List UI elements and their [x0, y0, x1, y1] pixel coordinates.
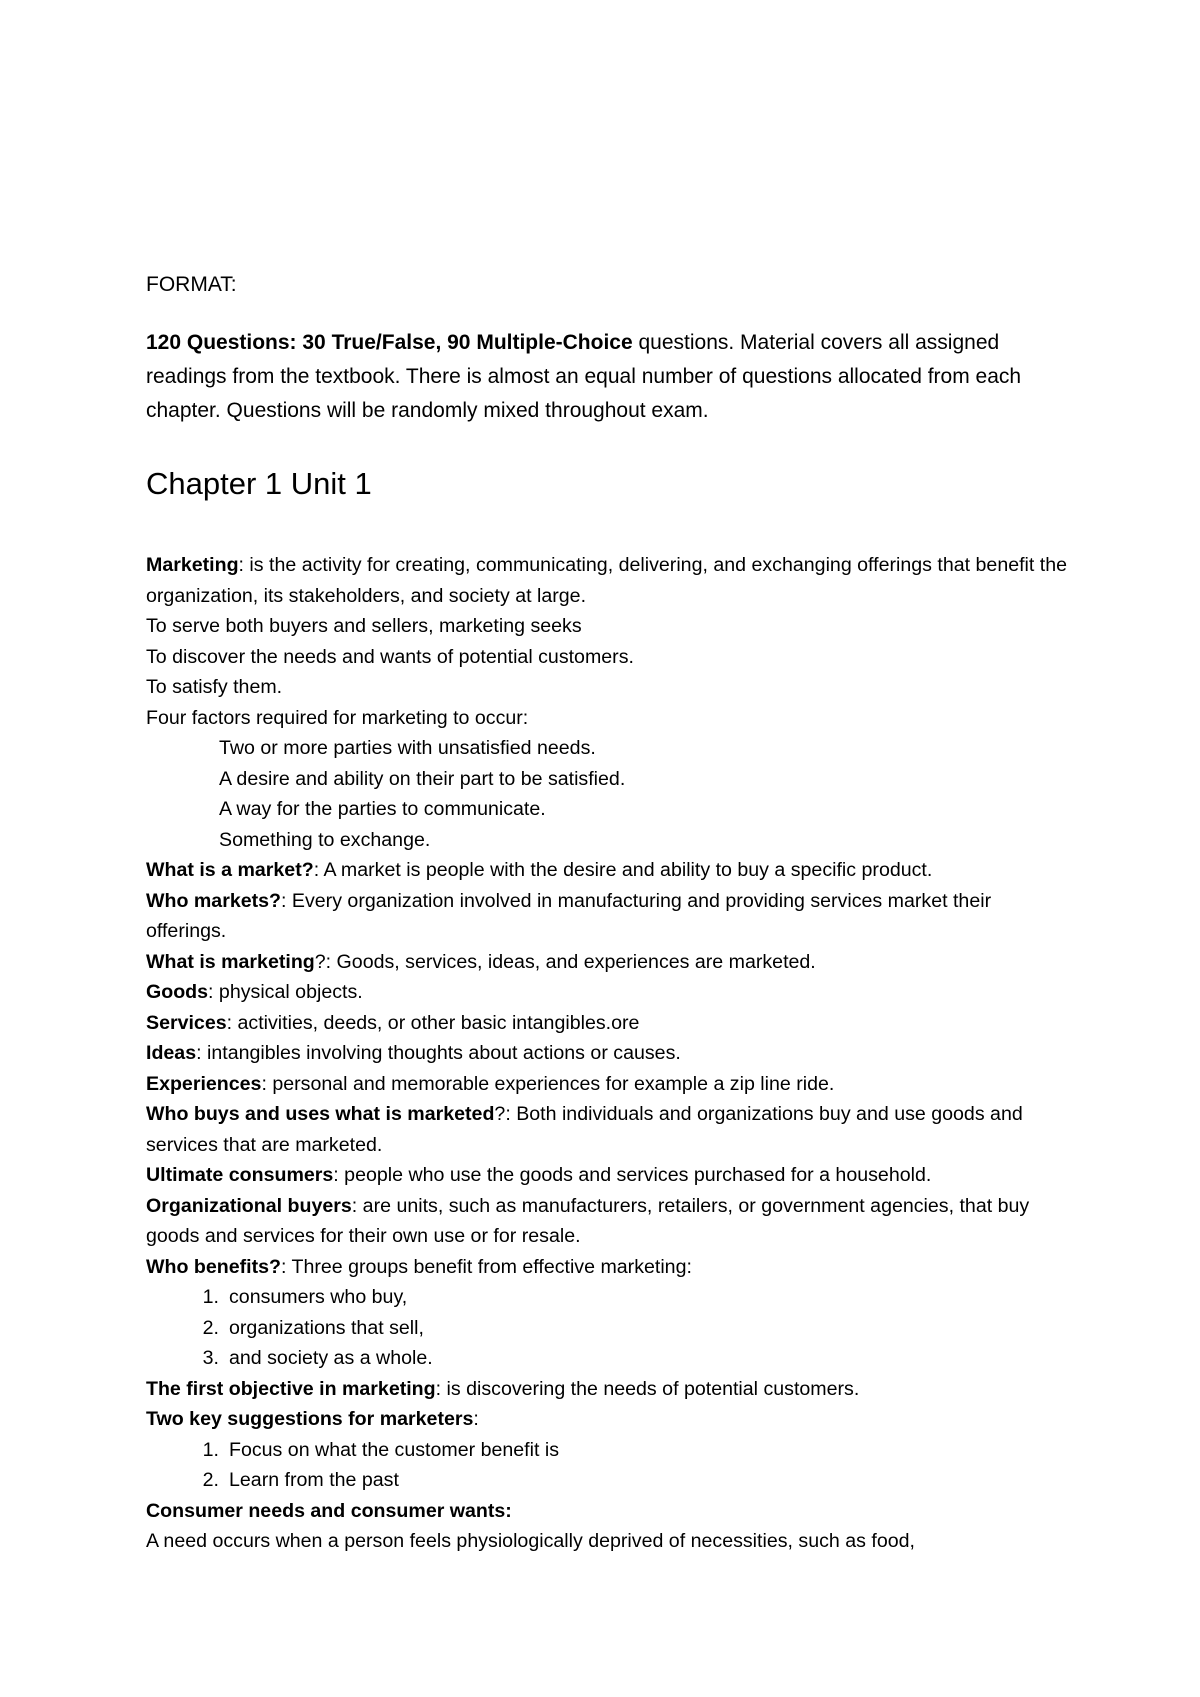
chapter-body — [146, 550, 1076, 1557]
list-text: and society as a whole. — [229, 1347, 433, 1369]
list-text: Learn from the past — [229, 1469, 399, 1491]
definition-text: : intangibles involving thoughts about actions or causes. — [196, 1042, 681, 1064]
term: Ideas — [146, 1042, 197, 1064]
who-benefits-definition — [146, 1252, 1076, 1283]
serve-line: To serve both buyers and sellers, marketing seeks — [146, 615, 582, 637]
definition-text: : people who use the goods and services purchased for a household. — [333, 1164, 932, 1186]
list-text: consumers who buy, — [229, 1286, 408, 1308]
definition-text: : Every organization involved in manufacturing and providing services market their offerings. — [146, 889, 992, 942]
need-line: A need occurs when a person feels physiologically deprived of necessities, such as food, — [146, 1530, 915, 1552]
factor-item: A way for the parties to communicate. — [219, 798, 546, 820]
term: What is a market? — [146, 859, 314, 881]
definition-text: : Three groups benefit from effective marketing: — [280, 1255, 692, 1278]
who-buys-definition — [146, 1099, 1076, 1160]
numbered-list-item — [146, 1282, 1076, 1313]
first-objective-definition — [146, 1374, 1076, 1405]
services-definition — [146, 1008, 1076, 1039]
numbered-list-item — [146, 1343, 1076, 1374]
goods-definition — [146, 977, 1076, 1008]
satisfy-line: To satisfy them. — [146, 676, 283, 698]
definition-text: : are units, such as manufacturers, retailers, or government agencies, that buy goods and services for their own use or for resale. — [146, 1194, 1030, 1247]
factor-item: Two or more parties with unsatisfied needs. — [219, 737, 596, 759]
who-markets-definition — [146, 886, 1076, 947]
two-key-suggestions-heading — [146, 1404, 1076, 1435]
term: What is marketing — [146, 950, 315, 973]
definition-text: : activities, deeds, or other basic intangibles.ore — [226, 1011, 640, 1034]
term: Marketing — [146, 554, 239, 576]
definition-text: : is discovering the needs of potential customers. — [435, 1377, 860, 1400]
list-number: 2. — [202, 1316, 219, 1339]
definition-text: : personal and memorable experiences for example a zip line ride. — [261, 1072, 835, 1095]
ultimate-consumers-definition — [146, 1160, 1076, 1191]
definition-text: ?: Goods, services, ideas, and experiences are marketed. — [314, 950, 816, 973]
term: Services — [146, 1011, 227, 1034]
intro-bold-text: 120 Questions: 30 True/False, 90 Multiple-Choice — [146, 331, 633, 354]
term: Who markets? — [146, 889, 282, 912]
definition-text: ?: Both individuals and organizations buy and use goods and services that are marketed. — [146, 1103, 1023, 1156]
list-number: 2. — [202, 1469, 219, 1491]
market-definition — [146, 855, 1076, 886]
organizational-buyers-definition — [146, 1191, 1076, 1252]
term: Ultimate consumers — [146, 1164, 334, 1186]
definition-text: : physical objects. — [208, 981, 363, 1003]
four-factors-line: Four factors required for marketing to occur: — [146, 706, 529, 729]
term: Who buys and uses what is marketed — [146, 1103, 495, 1125]
format-label: FORMAT: — [146, 273, 237, 296]
ideas-definition — [146, 1038, 1076, 1069]
list-number: 1. — [202, 1286, 219, 1308]
numbered-list-item — [146, 1435, 1076, 1466]
numbered-list-item — [146, 1313, 1076, 1344]
what-marketing-definition — [146, 947, 1076, 978]
term: Organizational buyers — [146, 1194, 352, 1217]
list-text: Focus on what the customer benefit is — [229, 1438, 559, 1461]
marketing-definition — [146, 550, 1076, 611]
factor-item: A desire and ability on their part to be satisfied. — [219, 767, 626, 790]
list-number: 1. — [202, 1438, 219, 1461]
term: Consumer needs and consumer wants: — [146, 1499, 512, 1522]
definition-text: : — [473, 1408, 479, 1430]
list-number: 3. — [202, 1347, 219, 1369]
list-text: organizations that sell, — [229, 1316, 424, 1339]
needs-wants-heading — [146, 1496, 1076, 1527]
numbered-list-item — [146, 1465, 1076, 1496]
term: Experiences — [146, 1072, 262, 1095]
discover-line: To discover the needs and wants of potential customers. — [146, 645, 634, 668]
intro-paragraph — [146, 326, 1076, 428]
definition-text: : A market is people with the desire and ability to buy a specific product. — [313, 859, 933, 881]
term: Who benefits? — [146, 1255, 281, 1278]
term: Two key suggestions for marketers — [146, 1408, 474, 1430]
factor-item: Something to exchange. — [219, 828, 431, 851]
term: Goods — [146, 981, 209, 1003]
intro-rest-text: questions. Material covers all assigned readings from the textbook. There is almost an equal number of questions allocated from each chapter. Questions will be randomly mixed throughout exam. — [146, 331, 1022, 422]
term: The first objective in marketing — [146, 1377, 436, 1400]
definition-text: : is the activity for creating, communicating, delivering, and exchanging offerings that benefit the organization, its stakeholders, and society at large. — [146, 554, 1068, 607]
chapter-title: Chapter 1 Unit 1 — [146, 466, 372, 501]
experiences-definition — [146, 1069, 1076, 1100]
